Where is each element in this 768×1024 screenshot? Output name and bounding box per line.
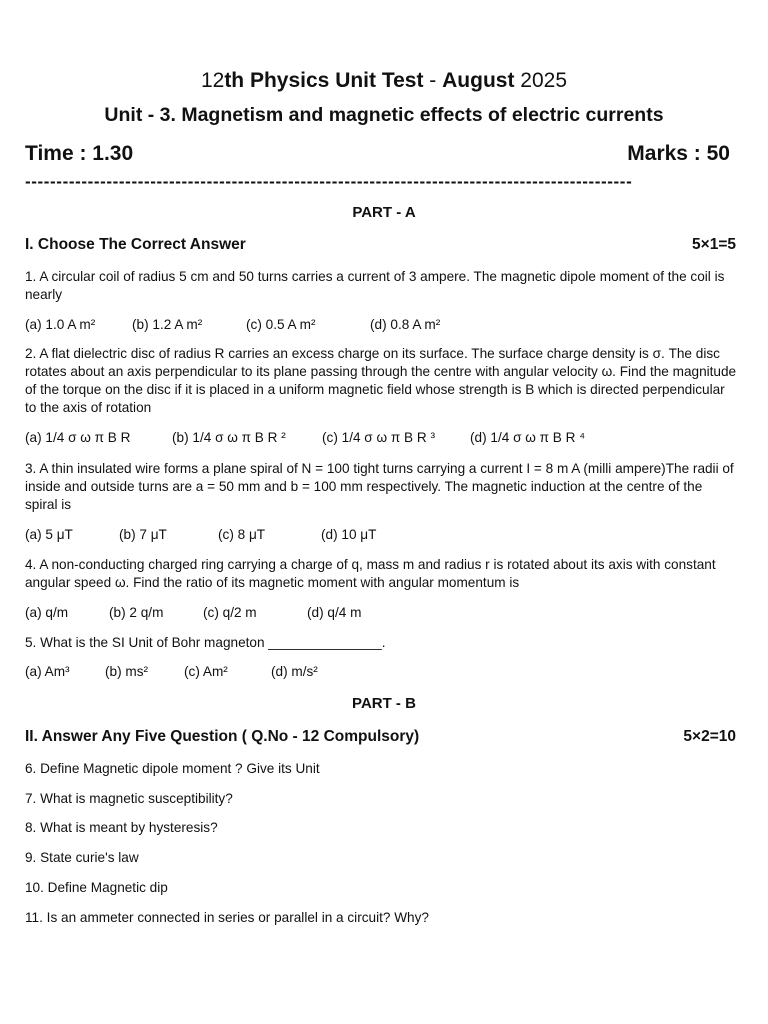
title-subject: th Physics Unit Test xyxy=(224,69,424,92)
option-a: (a) 1.0 A m² xyxy=(25,317,96,332)
question-3-options xyxy=(25,526,737,544)
question-10: 10. Define Magnetic dip xyxy=(25,880,168,895)
option-c: (c) Am² xyxy=(184,664,228,679)
option-a: (a) 5 μT xyxy=(25,527,73,542)
option-c: (c) 1/4 σ ω π B R ³ xyxy=(322,430,435,445)
option-a: (a) 1/4 σ ω π B R xyxy=(25,430,131,445)
section-2-heading: II. Answer Any Five Question ( Q.No - 12 Compulsory) xyxy=(25,728,420,745)
option-d: (d) 1/4 σ ω π B R ⁴ xyxy=(470,430,586,445)
title-year: 2025 xyxy=(514,69,568,92)
question-11: 11. Is an ammeter connected in series or parallel in a circuit? Why? xyxy=(25,910,429,925)
option-d: (d) 0.8 A m² xyxy=(370,317,441,332)
option-c: (c) 0.5 A m² xyxy=(246,317,316,332)
question-5-options xyxy=(25,663,737,681)
option-b: (b) 2 q/m xyxy=(109,605,164,620)
option-a: (a) Am³ xyxy=(25,664,70,679)
question-9: 9. State curie's law xyxy=(25,850,139,865)
question-6: 6. Define Magnetic dipole moment ? Give its Unit xyxy=(25,761,320,776)
question-5: 5. What is the SI Unit of Bohr magneton _______________. xyxy=(25,635,386,650)
option-d: (d) m/s² xyxy=(271,664,318,679)
part-b-heading: PART - B xyxy=(352,695,416,712)
question-4: 4. A non-conducting charged ring carrying a charge of q, mass m and radius r is rotated about its axis with constant angular speed ω. Find the ratio of its magnetic moment with angular momentum is xyxy=(25,557,716,590)
part-a-heading: PART - A xyxy=(352,204,416,221)
option-b: (b) ms² xyxy=(105,664,149,679)
section-1-heading: I. Choose The Correct Answer xyxy=(25,236,246,253)
title-separator: - xyxy=(423,69,443,92)
option-d: (d) q/4 m xyxy=(307,605,362,620)
marks-label: Marks : 50 xyxy=(627,142,730,165)
dashed-divider: ------------------------------------------------------------------------------------------------- xyxy=(25,172,633,191)
question-2-options xyxy=(25,429,737,447)
question-8: 8. What is meant by hysteresis? xyxy=(25,820,218,835)
unit-title: Unit - 3. Magnetism and magnetic effects of electric currents xyxy=(104,104,664,126)
option-d: (d) 10 μT xyxy=(321,527,377,542)
question-1-options xyxy=(25,316,737,334)
section-2-marks: 5×2=10 xyxy=(683,728,736,745)
question-1: 1. A circular coil of radius 5 cm and 50 turns carries a current of 3 ampere. The magnetic dipole moment of the coil is nearly xyxy=(25,269,725,302)
title-month: August xyxy=(442,69,515,92)
question-2: 2. A flat dielectric disc of radius R carries an excess charge on its surface. The surface charge density is σ. The disc rotates about an axis perpendicular to its plane passing through the centre with angular velocity ω. Find the magnitude of the torque on the disc if it is placed in a uniform magnetic field whose strength is B which is directed perpendicular to the axis of rotation xyxy=(25,346,737,415)
time-label: Time : 1.30 xyxy=(25,142,134,165)
option-c: (c) 8 μT xyxy=(218,527,266,542)
section-1-marks: 5×1=5 xyxy=(692,236,736,253)
option-b: (b) 1.2 A m² xyxy=(132,317,203,332)
option-a: (a) q/m xyxy=(25,605,69,620)
option-b: (b) 1/4 σ ω π B R ² xyxy=(172,430,286,445)
question-3: 3. A thin insulated wire forms a plane spiral of N = 100 tight turns carrying a current I = 8 m A (milli ampere)The radii of inside and outside turns are a = 50 mm and b = 100 mm respectively. The magnetic induction at the centre of the spiral is xyxy=(25,461,734,512)
exam-title xyxy=(0,68,768,94)
question-4-options xyxy=(25,604,737,622)
title-grade: 12 xyxy=(200,69,225,92)
question-7: 7. What is magnetic susceptibility? xyxy=(25,791,233,806)
option-c: (c) q/2 m xyxy=(203,605,257,620)
option-b: (b) 7 μT xyxy=(119,527,167,542)
